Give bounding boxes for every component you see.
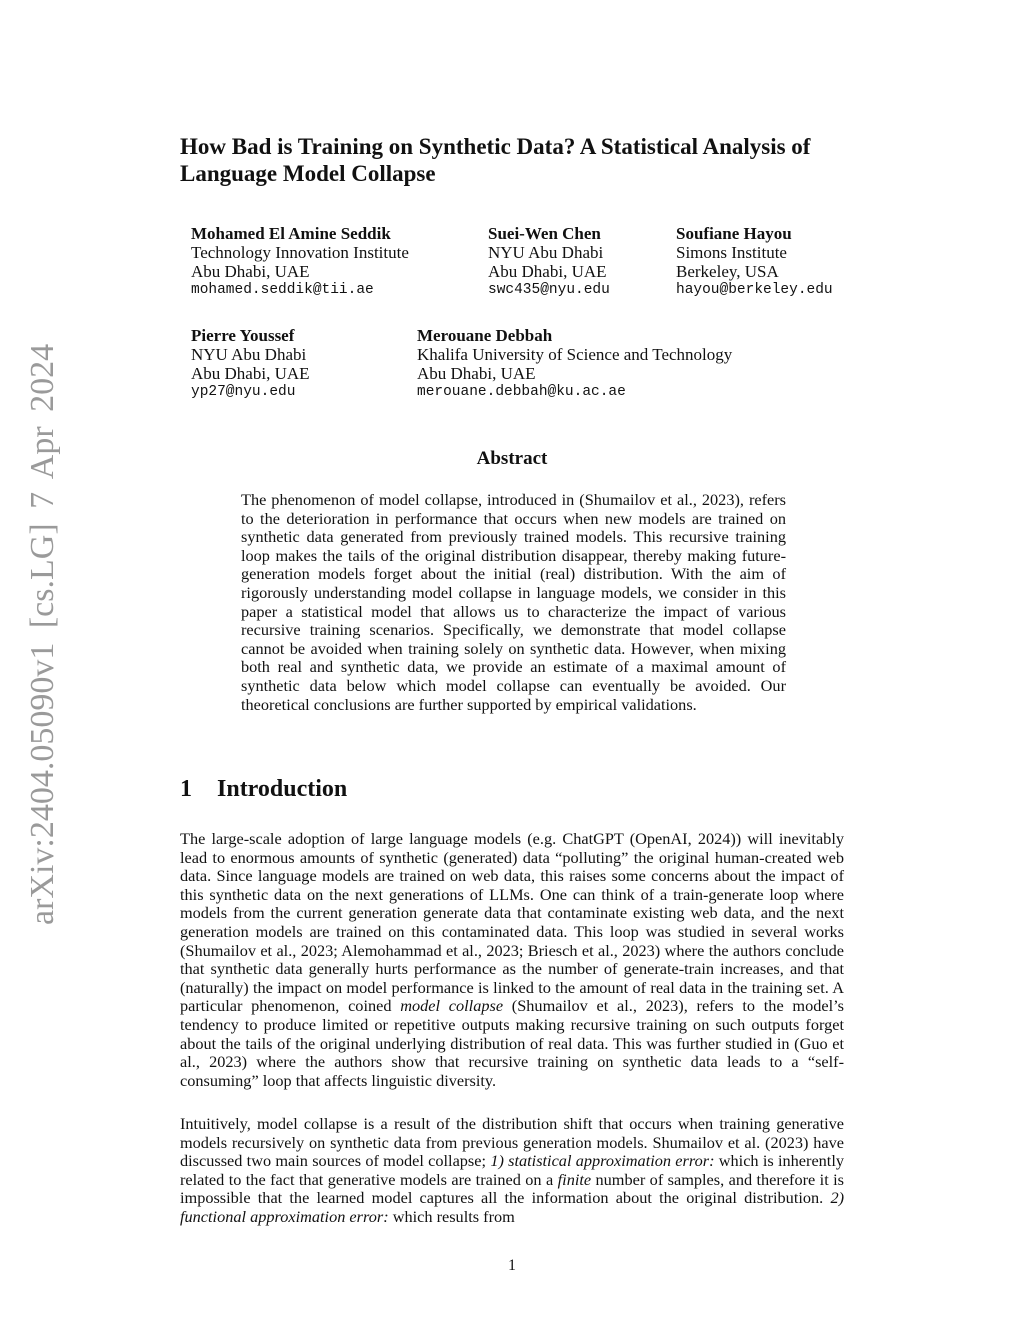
author-location: Abu Dhabi, UAE [191, 262, 310, 281]
paper-title: How Bad is Training on Synthetic Data? A Statistical Analysis of Language Model Collapse [180, 134, 811, 186]
author-location: Abu Dhabi, UAE [417, 364, 536, 383]
paragraph-text: The large-scale adoption of large language models (e.g. ChatGPT (OpenAI, 2024)) will inevitably lead to enormous amounts of synthetic (generated) data “polluting” the original human-created web data. Since language models are trained on web data, this raises some concerns about the impact of this synthetic data on the next generations of LLMs. One can think of a train-generate loop where models from the current generation generate data that contaminate existing web data, and the next generation models are trained on this contaminated data. This loop was studied in several works (Shumailov et al., 2023; Alemohammad et al., 2023; Briesch et al., 2023) where the authors conclude that synthetic data generally hurts performance as the number of generate-train increases, and that (naturally) the impact on model performance is linked to the amount of real data in the training set. A particular phenomenon, coined [180, 829, 844, 1016]
emphasis-text: 2) functional approximation error: [180, 1188, 844, 1226]
author-location: Berkeley, USA [676, 262, 779, 281]
author-name: Soufiane Hayou [676, 224, 792, 243]
author-block [191, 326, 310, 402]
author-email: hayou@berkeley.edu [676, 282, 833, 298]
author-affiliation: NYU Abu Dhabi [488, 243, 604, 262]
paragraph-text: which results from [388, 1206, 515, 1226]
emphasis-text: 1) statistical approximation error: [490, 1151, 715, 1171]
author-block [417, 326, 732, 402]
author-affiliation: Technology Innovation Institute [191, 243, 409, 262]
author-affiliation: Simons Institute [676, 243, 787, 262]
author-block [191, 224, 409, 300]
paragraph-text: which is inherently related to the fact that generative models are trained on a [180, 1151, 844, 1189]
author-location: Abu Dhabi, UAE [488, 262, 607, 281]
author-email: yp27@nyu.edu [191, 384, 296, 400]
page-number: 1 [508, 1257, 516, 1274]
emphasis-text: model collapse [400, 996, 504, 1016]
abstract-text: The phenomenon of model collapse, introduced in (Shumailov et al., 2023), refers to the deterioration in performance that occurs when new models are trained on synthetic data generated from previously trained models. This recursive training loop makes the tails of the original distribution disappear, thereby making future-generation models forget about the initial (real) distribution. With the aim of rigorously understanding model collapse in language models, we consider in this paper a statistical model that allows us to characterize the impact of various recursive training scenarios. Specifically, we demonstrate that model collapse cannot be avoided when training solely on synthetic data. However, when mixing both real and synthetic data, we provide an estimate of a maximal amount of synthetic data below which model collapse can eventually be avoided. Our theoretical conclusions are further supported by empirical validations. [241, 490, 786, 714]
section-heading [180, 776, 347, 803]
arxiv-identifier-stamp: arXiv:2404.05090v1 [cs.LG] 7 Apr 2024 [24, 343, 61, 925]
abstract-heading: Abstract [476, 448, 548, 469]
author-name: Suei-Wen Chen [488, 224, 601, 243]
section-number: 1 [180, 776, 192, 802]
author-email: swc435@nyu.edu [488, 282, 610, 298]
paragraph-text: Intuitively, model collapse is a result of the distribution shift that occurs when training generative models recursively on synthetic data from previous generation models. Shumailov et al. (2023) have discussed two main sources of model collapse; [180, 1114, 844, 1171]
paragraph-text: (Shumailov et al., 2023), refers to the model’s tendency to produce limited or repetitive outputs making recursive training on such outputs forget about the tails of the original underlying distribution of real data. This was further studied in (Guo et al., 2023) where the authors show that recursive training on synthetic data leads to a “self-consuming” loop that affects linguistic diversity. [180, 996, 844, 1090]
section-title: Introduction [217, 776, 348, 802]
intro-paragraph-1 [180, 830, 844, 1090]
intro-paragraph-2 [180, 1115, 844, 1227]
author-email: merouane.debbah@ku.ac.ae [417, 384, 626, 400]
paragraph-text: number of samples, and therefore it is impossible that the learned model captures all the information about the original distribution. [180, 1169, 844, 1208]
author-email: mohamed.seddik@tii.ae [191, 282, 374, 298]
author-location: Abu Dhabi, UAE [191, 364, 310, 383]
author-name: Mohamed El Amine Seddik [191, 224, 391, 243]
author-name: Pierre Youssef [191, 326, 295, 345]
author-affiliation: Khalifa University of Science and Technology [417, 345, 733, 364]
author-name: Merouane Debbah [417, 326, 553, 345]
emphasis-text: finite [557, 1169, 592, 1189]
author-block [676, 224, 833, 300]
author-affiliation: NYU Abu Dhabi [191, 345, 307, 364]
author-block [488, 224, 610, 300]
